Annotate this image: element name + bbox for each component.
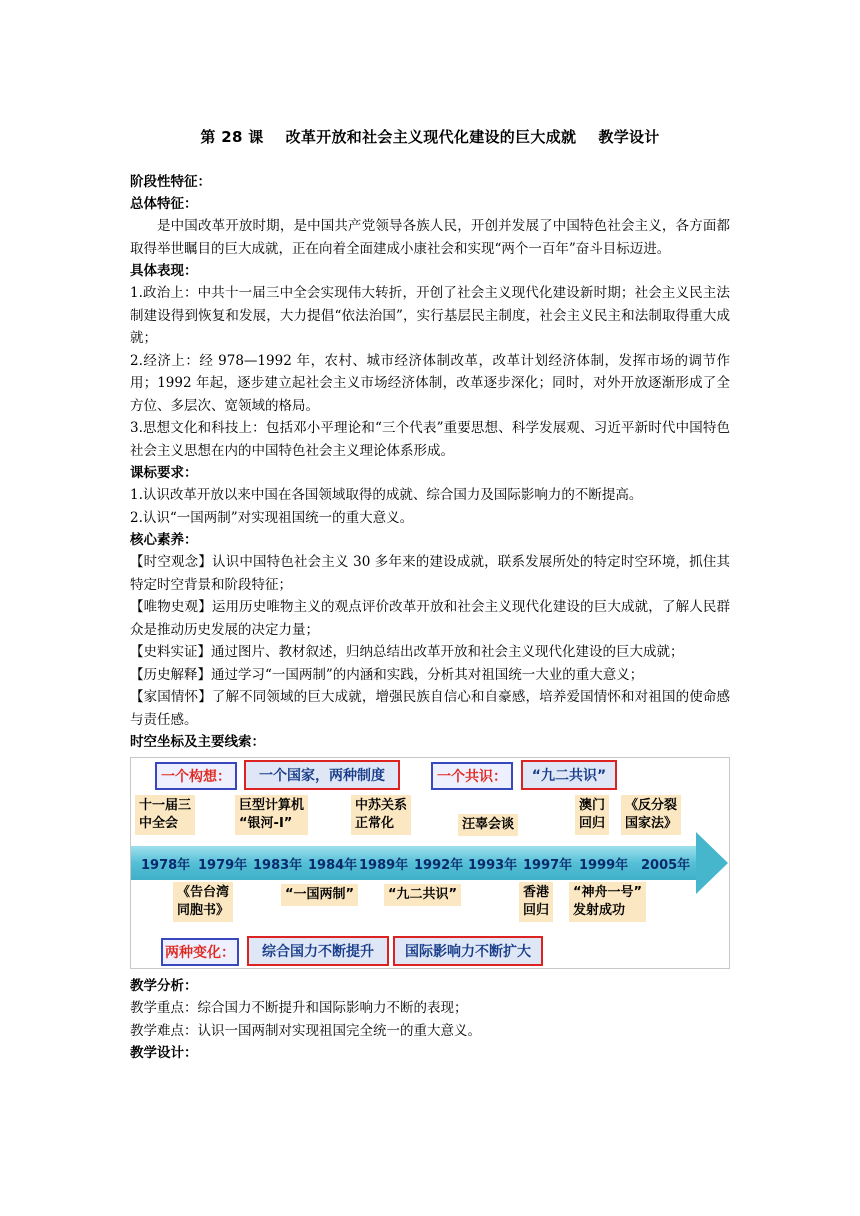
year-label: 1979年 [198, 858, 248, 873]
timeline-box-national-power: 综合国力不断提升 [247, 936, 389, 966]
timeline-box-concept: 一个构想： [155, 762, 237, 790]
event-hong-kong-return: 香港 回归 [519, 882, 553, 922]
standard-item: 1.认识改革开放以来中国在各国领域取得的成就、综合国力及国际影响力的不断提高。 [130, 487, 643, 503]
year-label: 1999年 [579, 858, 629, 873]
timeline-box-one-country: 一个国家，两种制度 [244, 760, 400, 790]
timeline-box-intl-influence: 国际影响力不断扩大 [393, 936, 543, 966]
timeline-box-two-changes: 两种变化： [161, 938, 239, 966]
heading-specific: 具体表现： [130, 263, 198, 279]
core-item: 【时空观念】认识中国特色社会主义 30 多年来的建设成就，联系发展所处的特定时空环境，抓住其特定时空背景和阶段特征； [130, 554, 730, 593]
heading-timeline: 时空坐标及主要线索： [130, 734, 265, 750]
timeline-box-92-consensus: “九二共识” [521, 760, 617, 790]
core-item: 【历史解释】通过学习“一国两制”的内涵和实践，分析其对祖国统一大业的重大意义； [130, 666, 644, 683]
event-anti-secession-law: 《反分裂 国家法》 [621, 795, 681, 835]
heading-stage: 阶段性特征： [130, 174, 211, 190]
year-label: 1989年 [359, 858, 409, 873]
key-point: 教学重点：综合国力不断提升和国际影响力不断的表现； [130, 1000, 468, 1016]
core-item: 【唯物史观】运用历史唯物主义的观点评价改革开放和社会主义现代化建设的巨大成就，了解人民群众是推动历史发展的决定力量； [130, 599, 730, 638]
core-item: 【家国情怀】了解不同领域的巨大成就，增强民族自信心和自豪感，培养爱国情怀和对祖国的使命感与责任感。 [130, 689, 730, 728]
event-sino-soviet: 中苏关系 正常化 [351, 795, 411, 835]
specific-item: 3.思想文化和科技上：包括邓小平理论和“三个代表”重要思想、科学发展观、习近平新时代中国特色社会主义思想在内的中国特色社会主义理论体系形成。 [130, 420, 730, 459]
event-wang-koo-talks: 汪辜会谈 [458, 814, 518, 836]
year-label: 2005年 [641, 858, 691, 873]
specific-item: 2.经济上：经 978—1992 年，农村、城市经济体制改革，改革计划经济体制，发挥市场的调节作用；1992 年起，逐步建立起社会主义市场经济体制，改革逐步深化；同时，对外开放逐渐形成了全方位、多层次、宽领域的格局。 [130, 352, 730, 414]
difficult-point: 教学难点：认识一国两制对实现祖国完全统一的重大意义。 [130, 1022, 481, 1039]
year-label: 1997年 [523, 858, 573, 873]
specific-item: 1.政治上：中共十一届三中全会实现伟大转折，开创了社会主义现代化建设新时期；社会主义民主法制建设得到恢复和发展，大力提倡“依法治国”，实行基层民主制度，社会主义民主和法制取得重大成就； [130, 285, 730, 346]
event-third-plenum: 十一届三 中全会 [135, 795, 195, 835]
event-macau-return: 澳门 回归 [575, 795, 609, 835]
standard-item: 2.认识“一国两制”对实现祖国统一的重大意义。 [130, 509, 414, 526]
event-one-country-two-systems: “一国两制” [281, 884, 358, 906]
year-label: 1992年 [414, 858, 464, 873]
event-taiwan-letter: 《告台湾 同胞书》 [173, 882, 233, 922]
event-shenzhou-launch: “神舟一号” 发射成功 [569, 882, 646, 922]
year-label: 1993年 [468, 858, 518, 873]
heading-design: 教学设计： [130, 1045, 198, 1061]
overall-paragraph: 是中国改革开放时期，是中国共产党领导各族人民，开创并发展了中国特色社会主义，各方面都取得举世瞩目的巨大成就，正在向着全面建成小康社会和实现“两个一百年”奋斗目标迈进。 [130, 218, 730, 257]
event-galaxy-computer: 巨型计算机 “银河-Ⅰ” [235, 795, 308, 835]
heading-analysis: 教学分析： [130, 978, 198, 994]
page-title: 第 28 课 改革开放和社会主义现代化建设的巨大成就 教学设计 [200, 128, 660, 146]
year-label: 1984年 [308, 858, 358, 873]
timeline-figure [130, 757, 730, 969]
timeline-box-consensus: 一个共识： [431, 762, 513, 790]
heading-standards: 课标要求： [130, 465, 198, 481]
core-item: 【史料实证】通过图片、教材叙述，归纳总结出改革开放和社会主义现代化建设的巨大成就； [130, 644, 684, 660]
year-label: 1978年 [141, 858, 191, 873]
year-label: 1983年 [253, 858, 303, 873]
event-92-consensus: “九二共识” [384, 884, 461, 906]
heading-overall: 总体特征： [130, 196, 198, 212]
document-page [130, 126, 730, 1064]
timeline-arrow-head [696, 832, 728, 894]
heading-core: 核心素养： [130, 532, 198, 548]
